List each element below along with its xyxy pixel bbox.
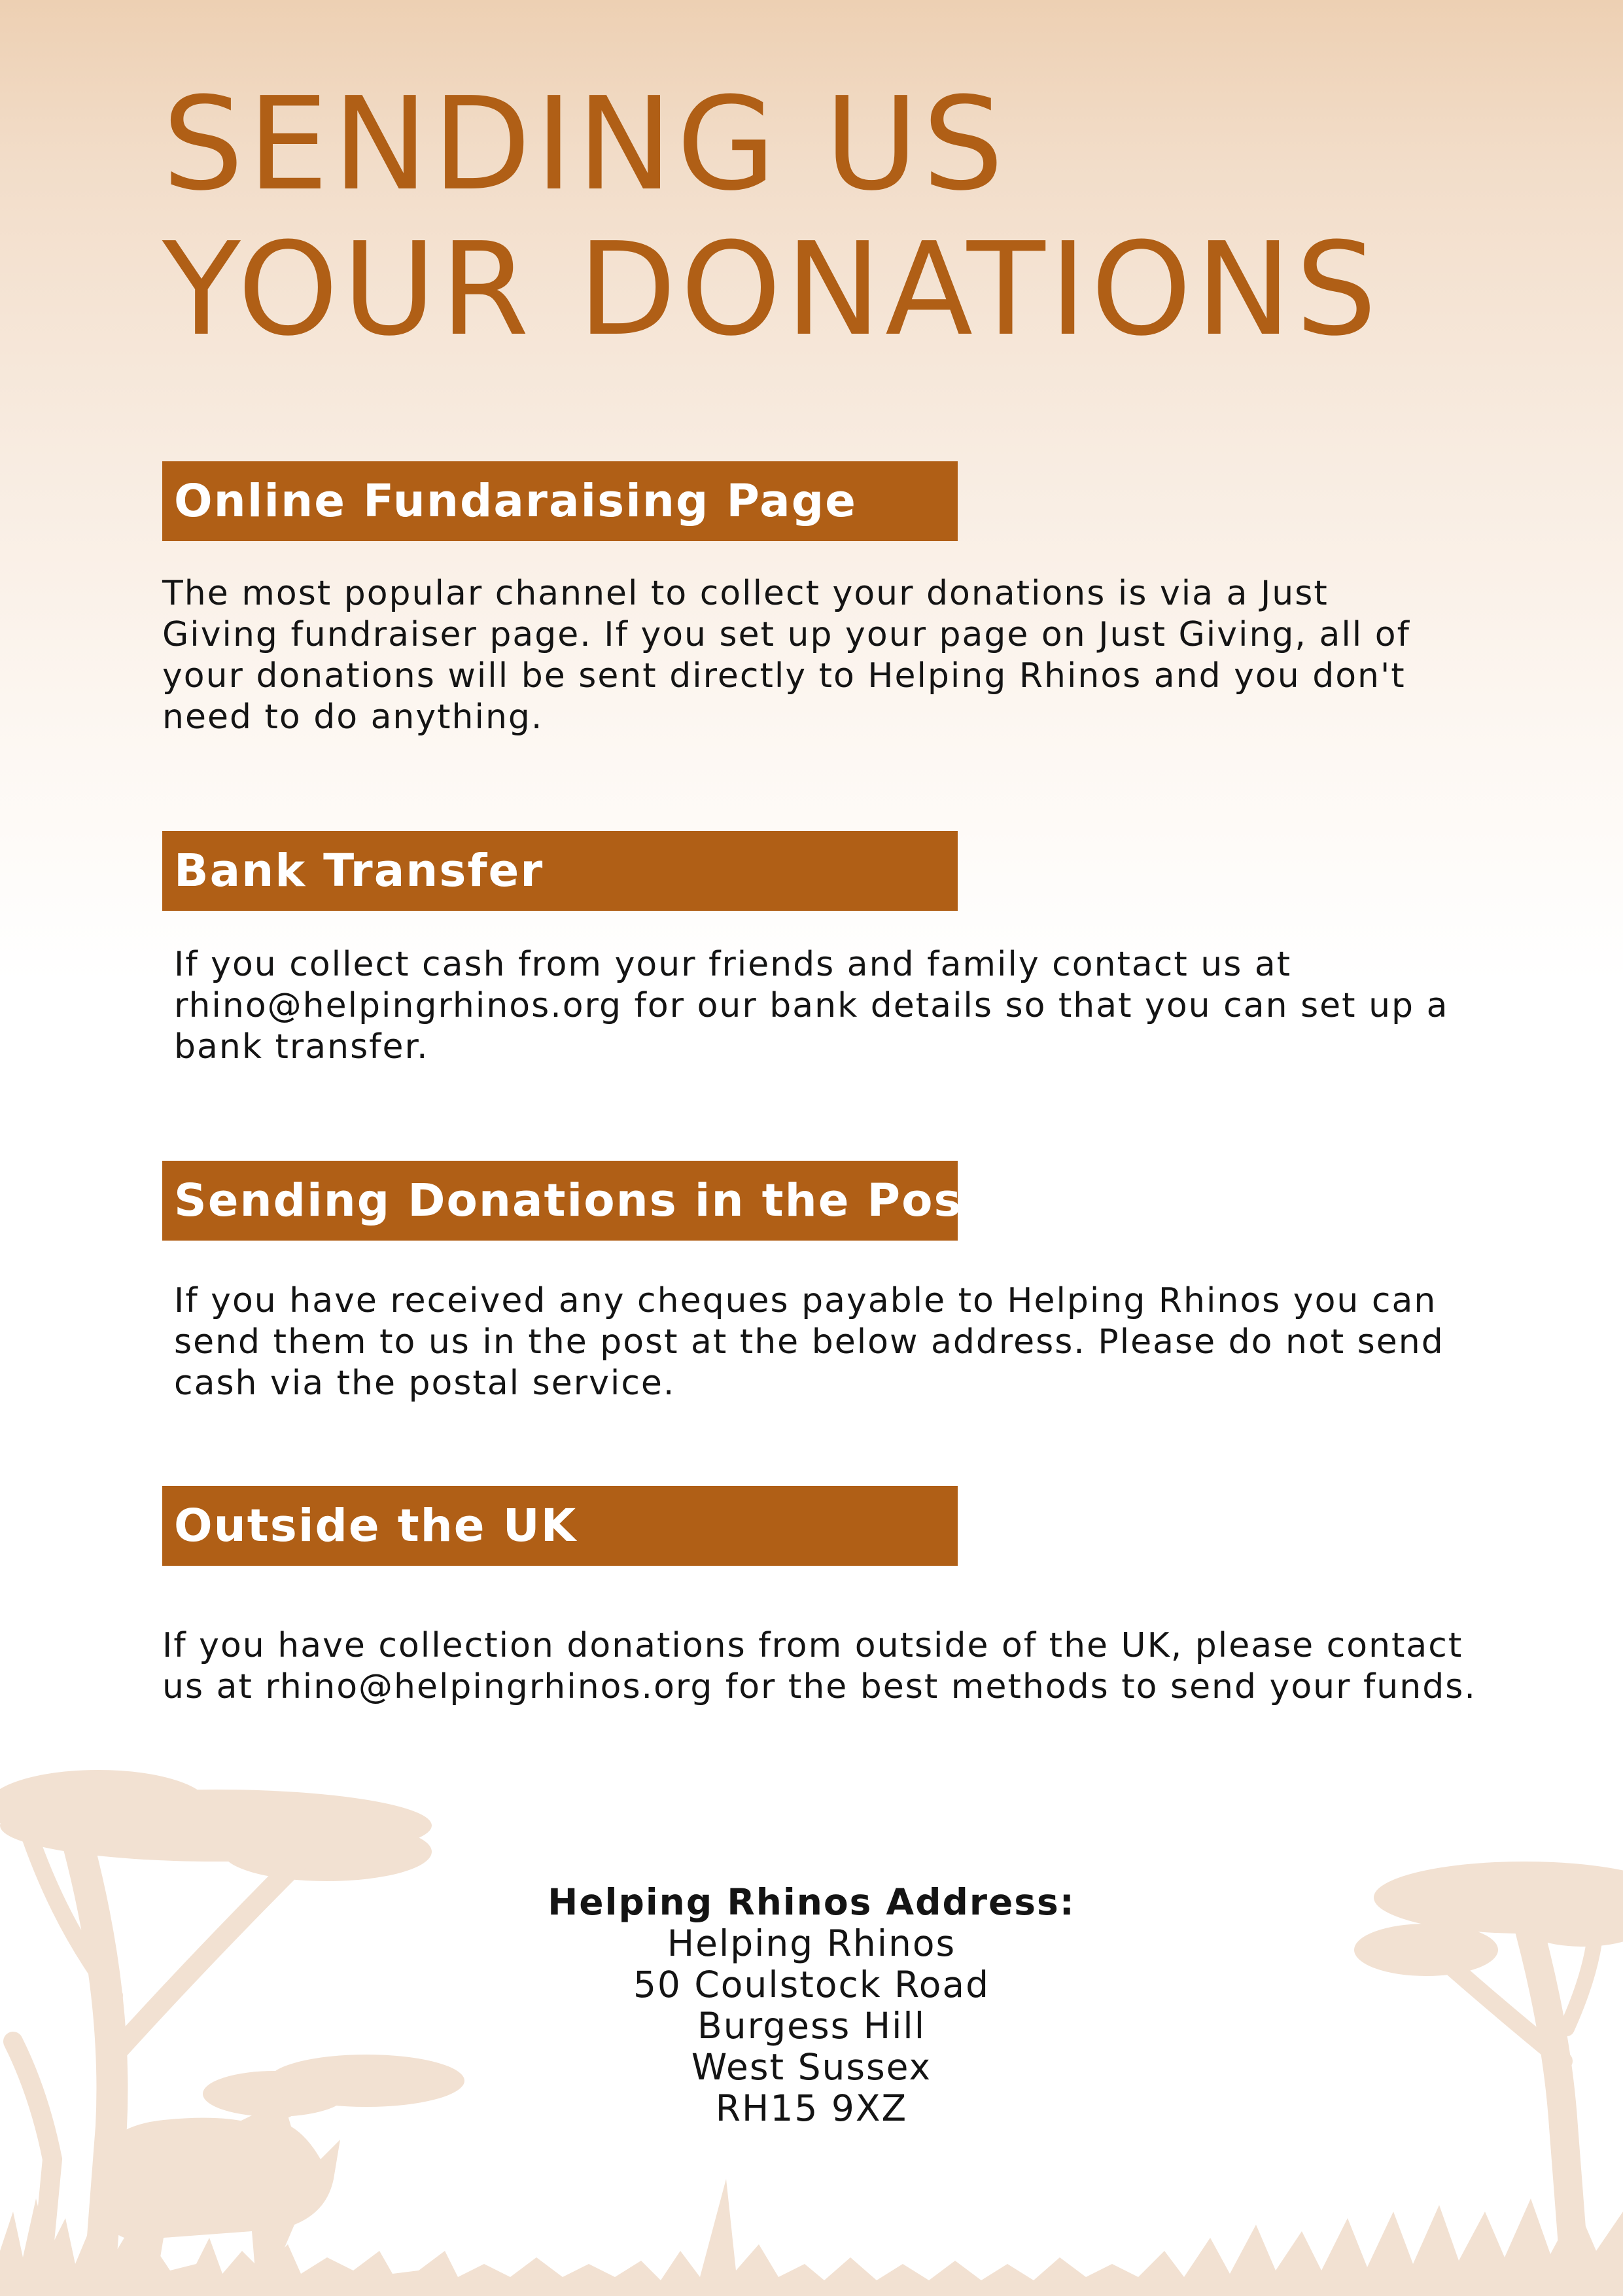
- section-body-outside-uk: If you have collection donations from outside of the UK, please contact us at rhino@helpingrhinos.org for the best methods to send your funds.: [162, 1626, 1476, 1706]
- section-body-online-fundraising: The most popular channel to collect your donations is via a Just Giving fundraiser page. If you set up your page on Just Giving, all of your donations will be sent directly to Helping Rhinos and you don't need to do anything.: [162, 574, 1410, 737]
- address-line-organisation: Helping Rhinos: [667, 1922, 956, 1964]
- section-body-post: If you have received any cheques payable to Helping Rhinos you can send them to us in the post at the below address. Please do not send cash via the postal service.: [174, 1281, 1444, 1403]
- section-heading-online-fundraising: [162, 461, 958, 541]
- section-heading-post: [162, 1161, 985, 1241]
- address-line-town: Burgess Hill: [697, 2005, 926, 2047]
- section-heading-label: Online Fundaraising Page: [174, 475, 857, 527]
- address-title: Helping Rhinos Address:: [548, 1881, 1075, 1923]
- address-line-county: West Sussex: [691, 2046, 932, 2088]
- section-heading-bank-transfer: [162, 831, 958, 911]
- section-heading-label: Sending Donations in the Post: [174, 1174, 985, 1227]
- address-line-street: 50 Coulstock Road: [633, 1964, 990, 2005]
- section-heading-outside-uk: [162, 1486, 958, 1566]
- section-heading-label: Bank Transfer: [174, 845, 544, 897]
- title-line-1: SENDING US: [162, 70, 1008, 219]
- section-heading-label: Outside the UK: [174, 1500, 578, 1552]
- section-body-bank-transfer: If you collect cash from your friends and family contact us at rhino@helpingrhinos.org for our bank details so that you can set up a bank transfer.: [174, 945, 1449, 1067]
- title-line-2: YOUR DONATIONS: [162, 215, 1381, 364]
- address-block: [0, 1882, 1623, 2129]
- grass-icon: [0, 2179, 1623, 2296]
- page-title: [162, 72, 1381, 362]
- address-line-postcode: RH15 9XZ: [715, 2087, 908, 2129]
